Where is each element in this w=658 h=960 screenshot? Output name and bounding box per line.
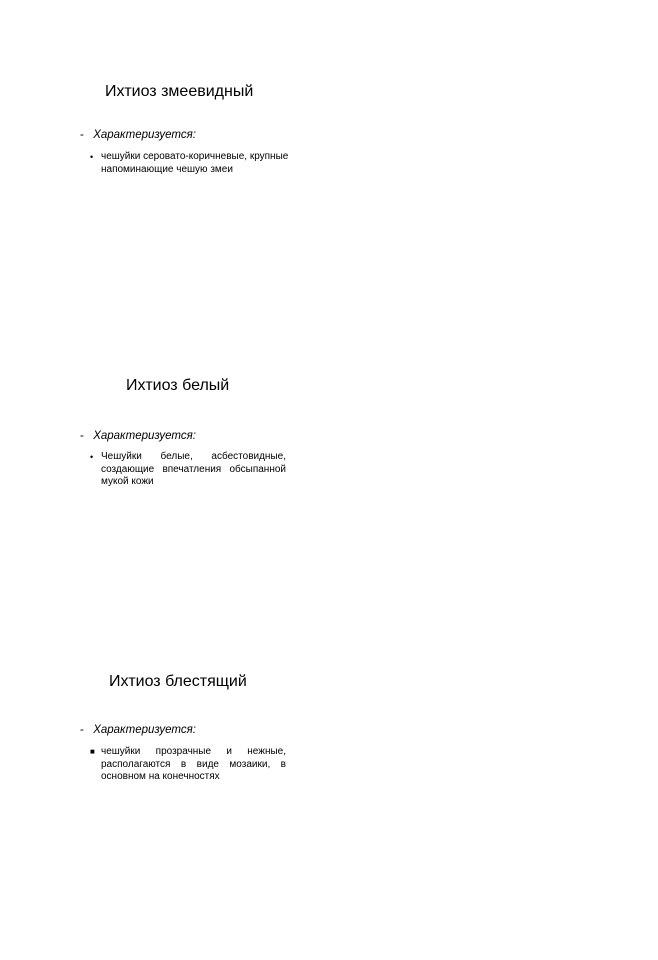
characteristic-label: Характеризуется: [93, 129, 196, 141]
dash-marker: - [80, 724, 84, 736]
characteristic-heading [80, 429, 196, 443]
square-bullet-icon: ■ [90, 747, 95, 756]
list-item-text: чешуйки прозрачные и нежные, располагаются в виде мозаики, в основном на конечностях [101, 746, 286, 782]
slide-title: Ихтиоз змеевидный [105, 83, 254, 100]
bullet-icon: • [90, 152, 94, 162]
characteristic-label: Характеризуется: [93, 724, 196, 736]
dash-marker: - [80, 430, 84, 442]
list-item-text: чешуйки серовато-коричневые, крупные напоминающие чешую змеи [101, 151, 289, 175]
characteristic-heading [80, 723, 196, 737]
list-item [90, 746, 286, 784]
characteristic-label: Характеризуется: [93, 430, 196, 442]
characteristic-heading [80, 128, 196, 142]
list-item [90, 151, 290, 176]
dash-marker: - [80, 129, 84, 141]
list-item-text: Чешуйки белые, асбестовидные, создающие впечатления обсыпанной мукой кожи [101, 451, 286, 487]
slide-title: Ихтиоз блестящий [109, 673, 247, 690]
list-item [90, 451, 286, 489]
bullet-icon: • [90, 452, 94, 462]
slide-title: Ихтиоз белый [126, 377, 230, 394]
